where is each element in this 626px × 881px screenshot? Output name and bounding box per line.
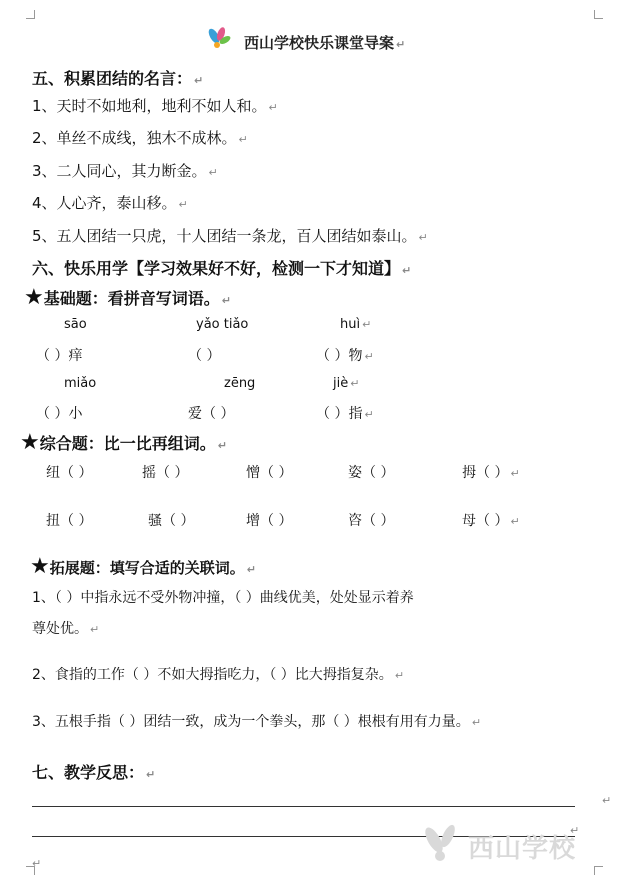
blank-row1-1[interactable]: （ ）痒 — [36, 348, 83, 364]
star-icon: ★ — [30, 554, 50, 579]
combo-row1-5[interactable]: 拇（ ） ↵ — [462, 465, 520, 481]
paragraph-mark: ↵ — [32, 857, 42, 870]
reflection-line-1[interactable] — [32, 806, 575, 807]
combo-row2-1[interactable]: 扭（ ） — [46, 513, 93, 529]
extend-q1-line1[interactable]: 1、（ ）中指永远不受外物冲撞，（ ）曲线优美，处处显示着养 — [32, 590, 414, 606]
watermark-text: 西山学校 — [468, 834, 577, 864]
crop-mark-bottom-right — [594, 866, 603, 875]
quote-item-5: 5、五人团结一只虎，十人团结一条龙，百人团结如泰山。 ↵ — [32, 227, 428, 245]
combo-row1-2[interactable]: 摇（ ） — [142, 465, 189, 481]
pinyin-zeng: zēng — [224, 376, 256, 391]
blank-row1-2[interactable]: （ ） — [188, 348, 221, 364]
combo-row2-2[interactable]: 骚（ ） — [148, 513, 195, 529]
blank-row2-3[interactable]: （ ）指 ↵ — [316, 406, 374, 422]
watermark-logo-icon — [418, 820, 468, 868]
blank-row2-1[interactable]: （ ）小 — [36, 406, 83, 422]
combo-row2-3[interactable]: 增（ ） — [246, 513, 293, 529]
combo-row2-5[interactable]: 母（ ） ↵ — [462, 513, 520, 529]
section5-title: 五、积累团结的名言： ↵ — [32, 69, 204, 88]
quote-item-4: 4、人心齐，泰山移。 ↵ — [32, 194, 188, 212]
paragraph-mark: ↵ — [602, 794, 612, 807]
combo-row1-4[interactable]: 姿（ ） — [348, 465, 395, 481]
extend-q3[interactable]: 3、五根手指（ ）团结一致，成为一个拳头，那（ ）根根有用有力量。 ↵ — [32, 714, 482, 730]
quote-item-3: 3、二人同心，其力断金。 ↵ — [32, 162, 218, 180]
header-logo-icon — [205, 26, 235, 54]
crop-mark-top-right — [594, 10, 603, 19]
extend-q2[interactable]: 2、食指的工作（ ）不如大拇指吃力，（ ）比大拇指复杂。 ↵ — [32, 667, 405, 683]
crop-mark-top-left — [26, 10, 35, 19]
combo-row1-3[interactable]: 憎（ ） — [246, 465, 293, 481]
quote-item-2: 2、单丝不成线，独木不成林。 ↵ — [32, 129, 248, 147]
combo-title: ★综合题：比一比再组词。 ↵ — [20, 430, 227, 455]
extend-title: ★拓展题：填写合适的关联词。 ↵ — [30, 554, 256, 579]
pinyin-jie: jiè ↵ — [333, 376, 360, 391]
quote-item-1: 1、天时不如地利，地利不如人和。 ↵ — [32, 97, 278, 115]
paragraph-mark: ↵ — [570, 824, 580, 837]
blank-row2-2[interactable]: 爱（ ） — [188, 406, 235, 422]
basic-title: ★基础题：看拼音写词语。 ↵ — [24, 285, 231, 310]
pinyin-yaotiao: yǎo tiǎo — [196, 317, 249, 332]
star-icon: ★ — [20, 430, 40, 455]
pinyin-hui: huì ↵ — [340, 317, 372, 332]
pinyin-miao: miǎo — [64, 376, 97, 391]
blank-row1-3[interactable]: （ ）物 ↵ — [316, 348, 374, 364]
extend-q1-line2: 尊处优。 ↵ — [32, 621, 100, 637]
header-title: 西山学校快乐课堂导案 ↵ — [244, 34, 406, 52]
pinyin-sao: sāo — [64, 317, 87, 332]
star-icon: ★ — [24, 285, 44, 310]
section6-title: 六、快乐用学【学习效果好不好，检测一下才知道】 ↵ — [32, 259, 412, 278]
combo-row2-4[interactable]: 咨（ ） — [348, 513, 395, 529]
section7-title: 七、教学反思： ↵ — [32, 763, 156, 782]
combo-row1-1[interactable]: 纽（ ） — [46, 465, 93, 481]
